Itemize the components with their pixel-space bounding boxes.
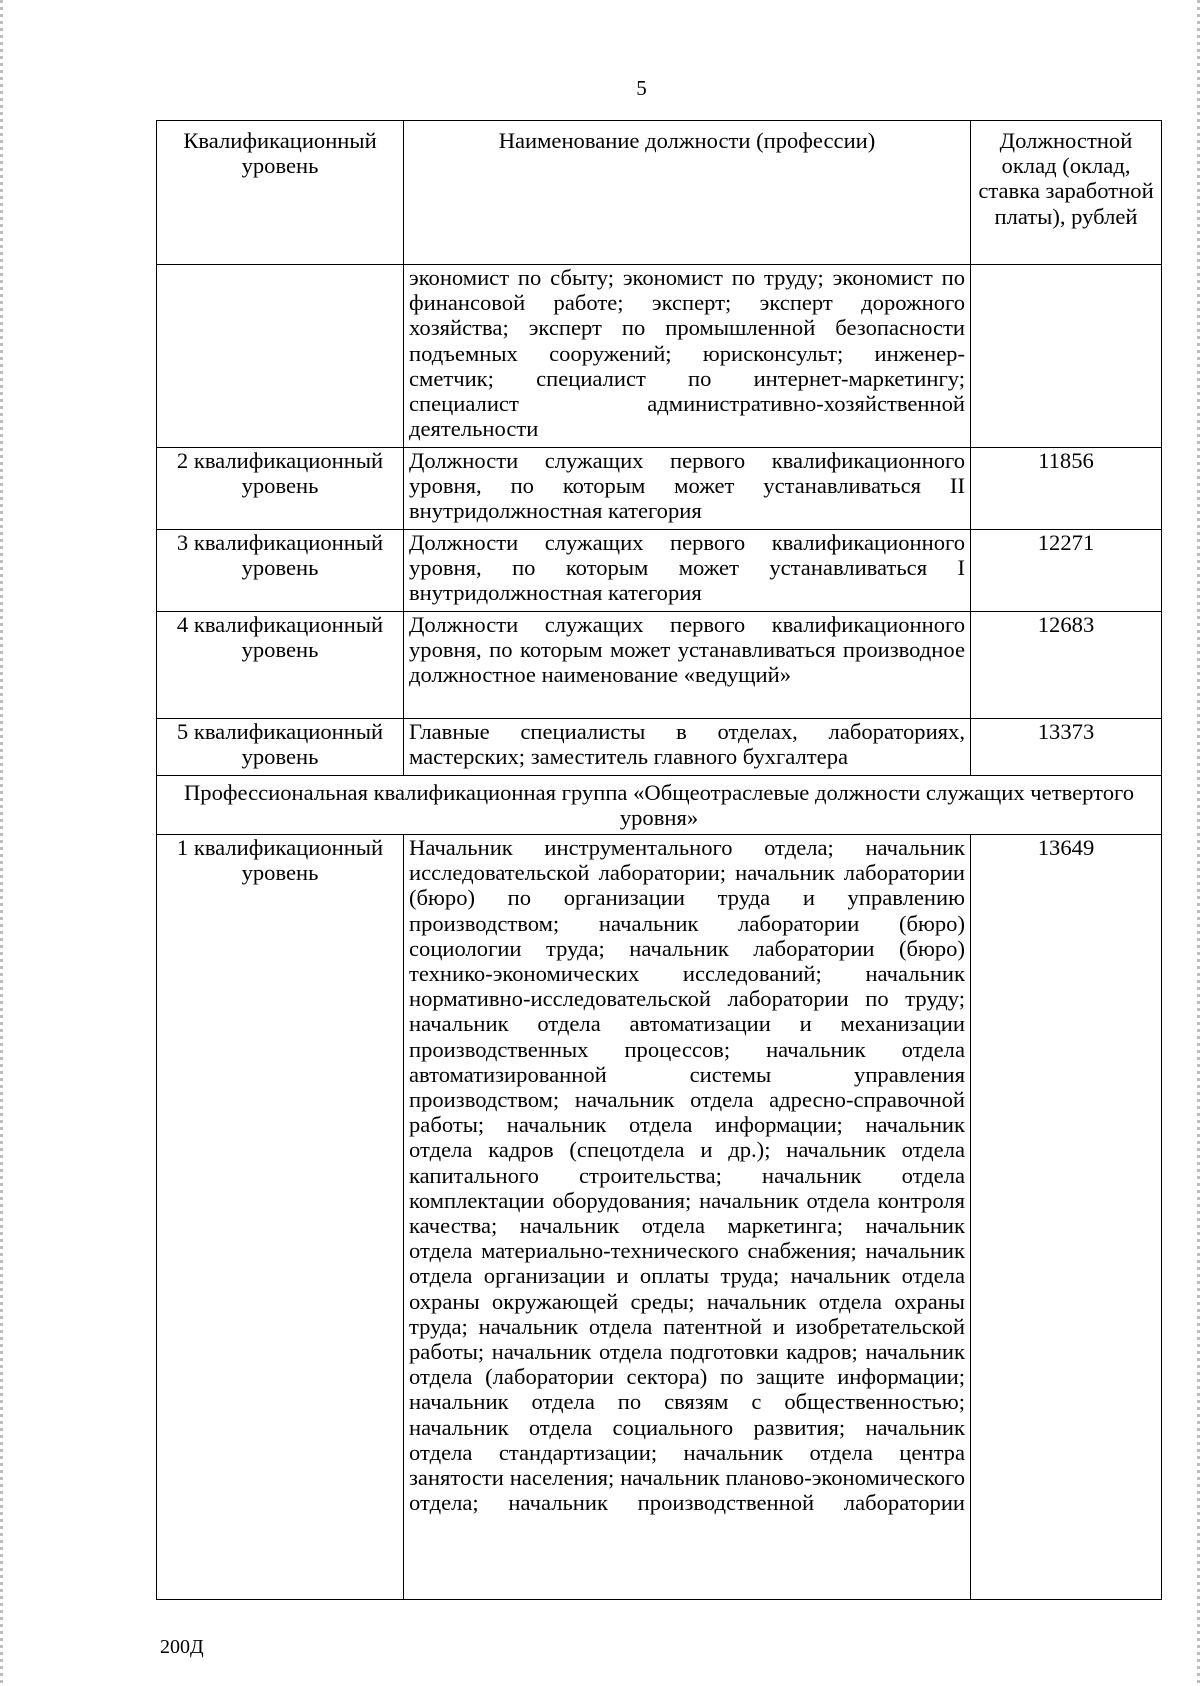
position-cell: экономист по сбыту; экономист по труду; экономист по финансовой работе; эксперт; эксперт дорожного хозяйства; эксперт по промышленной безопасности подъемных сооружений; юрисконсульт; инженер-сметчик; специалист по интернет-маркетингу; специалист административно-хозяйственной деятельности: [404, 265, 971, 448]
scan-edge-left: [0, 0, 3, 1686]
level-cell: 4 квалификационный уровень: [157, 612, 404, 719]
header-name: Наименование должности (профессии): [404, 121, 971, 265]
table-row: [157, 835, 1162, 1600]
group-title-row: [157, 776, 1162, 835]
salary-cell: 12271: [971, 530, 1162, 612]
table-header-row: [157, 121, 1162, 265]
table-row: [157, 719, 1162, 776]
table-row: [157, 530, 1162, 612]
level-cell: 3 квалификационный уровень: [157, 530, 404, 612]
position-cell: Главные специалисты в отделах, лабораториях, мастерских; заместитель главного бухгалтера: [404, 719, 971, 776]
table-row: [157, 265, 1162, 448]
salary-cell: 11856: [971, 448, 1162, 530]
header-salary: Должностной оклад (оклад, ставка заработной платы), рублей: [971, 121, 1162, 265]
document-code: 200Д: [160, 1636, 204, 1658]
header-level: Квалификационный уровень: [157, 121, 404, 265]
salary-cell: 13649: [971, 835, 1162, 1600]
table-row: [157, 612, 1162, 719]
salary-table: [156, 120, 1162, 1600]
position-cell: Должности служащих первого квалификационного уровня, по которым может устанавливаться I внутридолжностная категория: [404, 530, 971, 612]
position-cell: Должности служащих первого квалификационного уровня, по которым может устанавливаться производное должностное наименование «ведущий»: [404, 612, 971, 719]
level-cell: 1 квалификационный уровень: [157, 835, 404, 1600]
page-number: 5: [636, 76, 647, 100]
position-cell: Должности служащих первого квалификационного уровня, по которым может устанавливаться II внутридолжностная категория: [404, 448, 971, 530]
salary-cell: 13373: [971, 719, 1162, 776]
salary-cell: 12683: [971, 612, 1162, 719]
salary-cell: [971, 265, 1162, 448]
table-row: [157, 448, 1162, 530]
level-cell: [157, 265, 404, 448]
position-cell: Начальник инструментального отдела; начальник исследовательской лаборатории; начальник лаборатории (бюро) по организации труда и управлению производством; начальник лаборатории (бюро) социологии труда; начальник лаборатории (бюро) технико-экономических исследований; начальник нормативно-исследовательской лаборатории по труду; начальник отдела автоматизации и механизации производственных процессов; начальник отдела автоматизированной системы управления производством; начальник отдела адресно-справочной работы; начальник отдела информации; начальник отдела кадров (спецотдела и др.); начальник отдела капитального строительства; начальник отдела комплектации оборудования; начальник отдела контроля качества; начальник отдела маркетинга; начальник отдела материально-технического снабжения; начальник отдела организации и оплаты труда; начальник отдела охраны окружающей среды; начальник отдела охраны труда; начальник отдела патентной и изобретательской работы; начальник отдела подготовки кадров; начальник отдела (лаборатории сектора) по защите информации; начальник отдела по связям с общественностью; начальник отдела социального развития; начальник отдела стандартизации; начальник отдела центра занятости населения; начальник планово-экономического отдела; начальник производственной лаборатории: [404, 835, 971, 1600]
level-cell: 2 квалификационный уровень: [157, 448, 404, 530]
level-cell: 5 квалификационный уровень: [157, 719, 404, 776]
group-title: Профессиональная квалификационная группа «Общеотраслевые должности служащих четвертого уровня»: [157, 776, 1162, 835]
